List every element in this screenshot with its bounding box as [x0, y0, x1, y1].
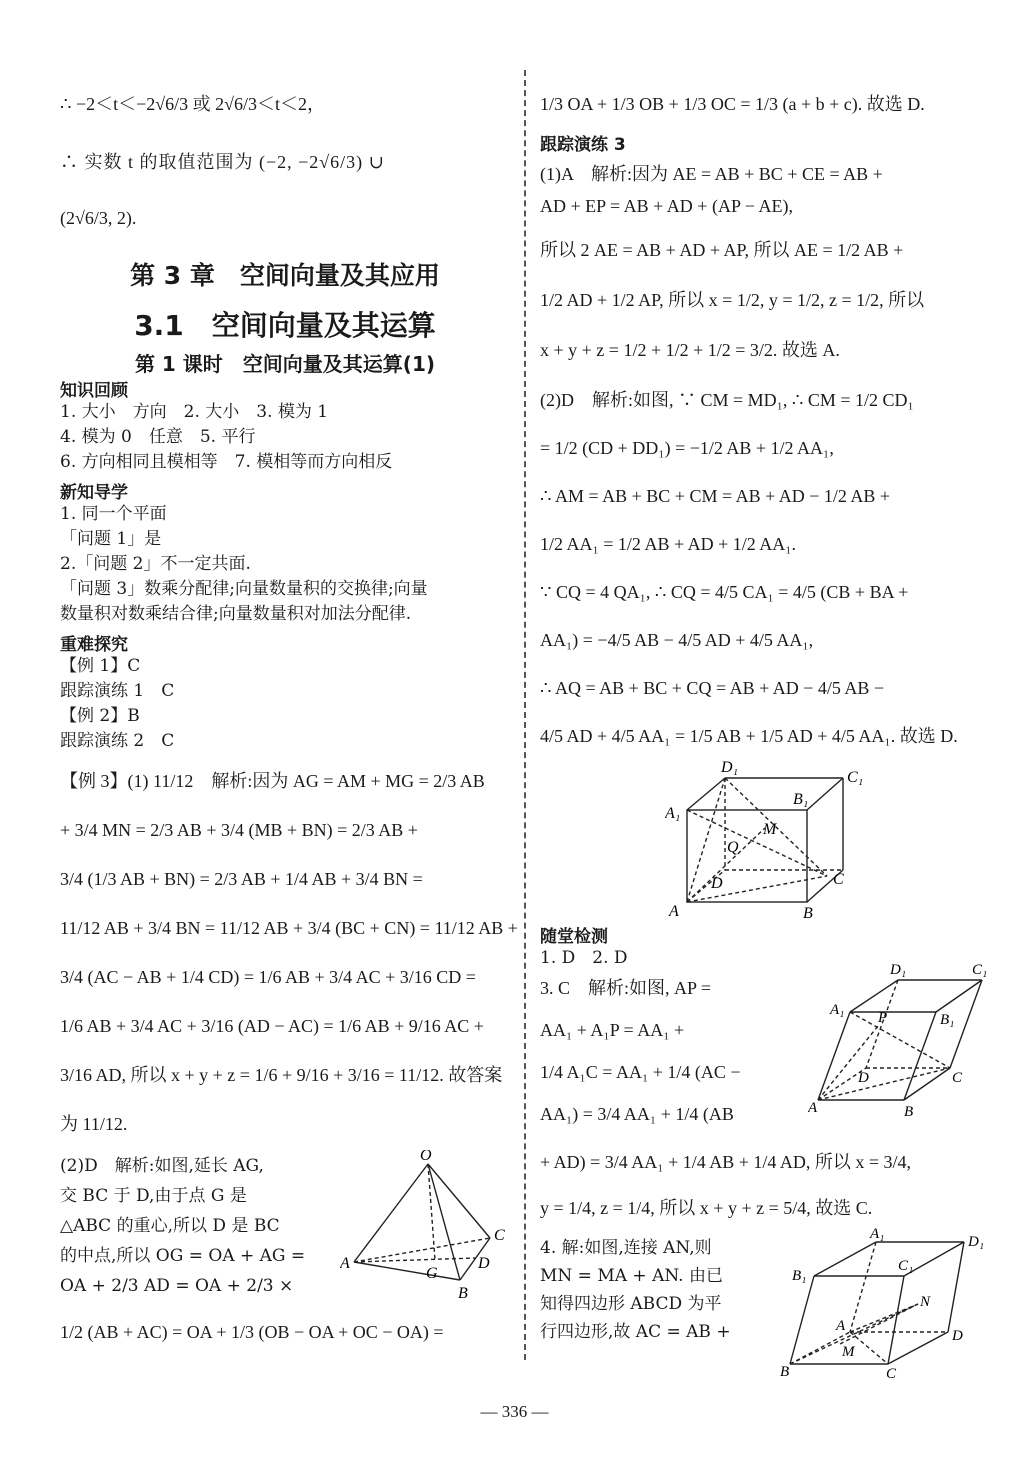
section-title: 3.1 空间向量及其运算	[134, 309, 436, 342]
point-label: A₁	[665, 805, 681, 822]
q3-line: y = 1/4, z = 1/4, 所以 x + y + z = 5/4, 故选 C.	[540, 1198, 873, 1218]
example3b-line: △ABC 的重心,所以 D 是 BC	[60, 1216, 280, 1236]
point-label: D	[952, 1328, 963, 1344]
text-line: 1/2 AD + 1/2 AP, 所以 x = 1/2, y = 1/2, z = 1/2, 所以	[540, 290, 925, 310]
new-line: 数量积对数乘结合律;向量数量积对加法分配律.	[60, 604, 412, 624]
chapter-title: 第 3 章 空间向量及其应用	[130, 261, 440, 290]
point-label: O	[420, 1150, 432, 1164]
example3-line: 【例 3】(1) 11/12 解析:因为 AG = AM + MG = 2/3 AB	[60, 771, 485, 791]
text-line: x + y + z = 1/2 + 1/2 + 1/2 = 3/2. 故选 A.	[540, 340, 840, 360]
point-label: A	[669, 903, 679, 918]
q3-line: + AD) = 3/4 AA₁ + 1/4 AB + 1/4 AD, 所以 x = 3/4,	[540, 1152, 912, 1172]
cube-figure-3	[780, 1228, 994, 1378]
point-label: C₁	[972, 962, 988, 978]
example3b-line: 的中点,所以 OG = OA + AG =	[60, 1246, 306, 1266]
text-line: 1/3 OA + 1/3 OB + 1/3 OC = 1/3 (a + b + c). 故选 D.	[540, 94, 925, 114]
point-label: B₁	[940, 1012, 955, 1028]
point-label: D	[858, 1070, 869, 1086]
new-line: 1. 同一个平面	[60, 504, 167, 524]
page-number: — 336 —	[480, 1402, 549, 1421]
point-label: P	[878, 1010, 888, 1026]
point-label: M	[842, 1344, 855, 1360]
example3b-line: 1/2 (AB + AC) = OA + 1/3 (OB − OA + OC − OA) =	[60, 1322, 444, 1342]
text-line: = 1/2 (CD + DD₁) = −1/2 AB + 1/2 AA₁,	[540, 438, 834, 458]
point-label: D₁	[968, 1234, 985, 1250]
point-label: A₁	[870, 1228, 885, 1242]
q3-line: AA₁ + A₁P = AA₁ +	[540, 1020, 685, 1040]
cube-figure-1	[665, 758, 865, 918]
example3-line: + 3/4 MN = 2/3 AB + 3/4 (MB + BN) = 2/3 AB +	[60, 820, 418, 840]
point-label: B	[904, 1104, 914, 1118]
cube-figure-2	[808, 958, 994, 1118]
point-label: B₁	[792, 1268, 807, 1284]
text-line: ∴ −2＜t＜−2√6/3 或 2√6/3＜t＜2，	[60, 94, 326, 114]
text-line: ∴ AQ = AB + BC + CQ = AB + AD − 4/5 AB −	[540, 678, 885, 698]
q4-line: MN = MA + AN. 由已	[540, 1266, 723, 1286]
text-line: ∴ 实数 t 的取值范围为 (−2, −2√6/3) ∪	[60, 152, 385, 172]
point-label: B₁	[793, 791, 809, 808]
point-label: G	[426, 1265, 438, 1282]
point-label: A	[808, 1100, 818, 1116]
text-line: (1)A 解析:因为 AE = AB + BC + CE = AB +	[540, 164, 883, 184]
example3b-line: (2)D 解析:如图,延长 AG,	[60, 1156, 264, 1176]
text-line: ∵ CQ = 4 QA₁, ∴ CQ = 4/5 CA₁ = 4/5 (CB + BA +	[540, 582, 909, 602]
point-label: C	[833, 871, 844, 888]
new-line: 「问题 3」数乘分配律;向量数量积的交换律;向量	[60, 579, 428, 599]
key-line: 【例 2】B	[60, 706, 140, 726]
point-label: D₁	[721, 759, 739, 776]
example3-line: 为 11/12.	[60, 1114, 128, 1134]
example3-line: 11/12 AB + 3/4 BN = 11/12 AB + 3/4 (BC + CN) = 11/12 AB +	[60, 918, 518, 938]
text-line: ∴ AM = AB + BC + CM = AB + AD − 1/2 AB +	[540, 486, 891, 506]
q4-line: 行四边形,故 AC = AB +	[540, 1322, 731, 1342]
quiz-line: 1. D 2. D	[540, 948, 628, 968]
text-line: AD + EP = AB + AD + (AP − AE),	[540, 196, 793, 216]
point-label: A	[340, 1255, 350, 1272]
text-line: (2√6/3, 2).	[60, 208, 137, 228]
text-line: AA₁) = −4/5 AB − 4/5 AD + 4/5 AA₁,	[540, 630, 814, 650]
point-label: C₁	[898, 1258, 914, 1274]
point-label: D₁	[890, 962, 907, 978]
quiz-heading: 随堂检测	[540, 927, 608, 947]
point-label: C	[886, 1366, 897, 1378]
review-heading: 知识回顾	[60, 381, 128, 401]
point-label: B	[458, 1285, 468, 1302]
example3-line: 3/16 AD, 所以 x + y + z = 1/6 + 9/16 + 3/16 = 11/12. 故答案	[60, 1065, 503, 1085]
new-line: 2.「问题 2」不一定共面.	[60, 554, 251, 574]
point-label: N	[920, 1294, 931, 1310]
text-line: 所以 2 AE = AB + AD + AP, 所以 AE = 1/2 AB +	[540, 240, 904, 260]
point-label: C₁	[847, 769, 864, 786]
example3b-line: OA + 2/3 AD = OA + 2/3 ×	[60, 1276, 294, 1296]
point-label: D	[711, 875, 723, 892]
review-line: 1. 大小 方向 2. 大小 3. 模为 1	[60, 402, 329, 422]
point-label: M	[763, 821, 777, 838]
point-label: Q	[727, 839, 739, 856]
column-divider	[524, 70, 526, 1360]
text-line: 1/2 AA₁ = 1/2 AB + AD + 1/2 AA₁.	[540, 534, 797, 554]
key-line: 跟踪演练 1 C	[60, 681, 175, 701]
point-label: B	[803, 905, 813, 918]
example3b-line: 交 BC 于 D,由于点 G 是	[60, 1186, 247, 1206]
key-heading: 重难探究	[60, 635, 128, 655]
point-label: A	[836, 1318, 846, 1334]
q4-line: 4. 解:如图,连接 AN,则	[540, 1238, 712, 1258]
review-line: 6. 方向相同且模相等 7. 模相等而方向相反	[60, 452, 393, 472]
new-line: 「问题 1」是	[60, 529, 162, 549]
q3-line: 1/4 A₁C = AA₁ + 1/4 (AC −	[540, 1062, 741, 1082]
q4-line: 知得四边形 ABCD 为平	[540, 1294, 722, 1314]
key-line: 【例 1】C	[60, 656, 141, 676]
review-line: 4. 模为 0 任意 5. 平行	[60, 427, 256, 447]
point-label: A₁	[830, 1002, 845, 1018]
point-label: B	[780, 1364, 790, 1378]
example3-line: 1/6 AB + 3/4 AC + 3/16 (AD − AC) = 1/6 AB + 9/16 AC +	[60, 1016, 484, 1036]
tetrahedron-figure	[340, 1150, 510, 1310]
text-line: (2)D 解析:如图, ∵ CM = MD₁, ∴ CM = 1/2 CD₁	[540, 390, 914, 410]
q3-line: 3. C 解析:如图, AP =	[540, 978, 711, 998]
example3-line: 3/4 (1/3 AB + BN) = 2/3 AB + 1/4 AB + 3/4 BN =	[60, 869, 423, 889]
new-heading: 新知导学	[60, 483, 128, 503]
example3-line: 3/4 (AC − AB + 1/4 CD) = 1/6 AB + 3/4 AC + 3/16 CD =	[60, 967, 476, 987]
lesson-title: 第 1 课时 空间向量及其运算(1)	[134, 352, 436, 376]
point-label: D	[478, 1255, 490, 1272]
point-label: C	[952, 1070, 963, 1086]
point-label: C	[494, 1227, 505, 1244]
practice3-heading: 跟踪演练 3	[540, 135, 626, 155]
key-line: 跟踪演练 2 C	[60, 731, 175, 751]
text-line: 4/5 AD + 4/5 AA₁ = 1/5 AB + 1/5 AD + 4/5 AA₁. 故选 D.	[540, 726, 958, 746]
q3-line: AA₁) = 3/4 AA₁ + 1/4 (AB	[540, 1104, 734, 1124]
